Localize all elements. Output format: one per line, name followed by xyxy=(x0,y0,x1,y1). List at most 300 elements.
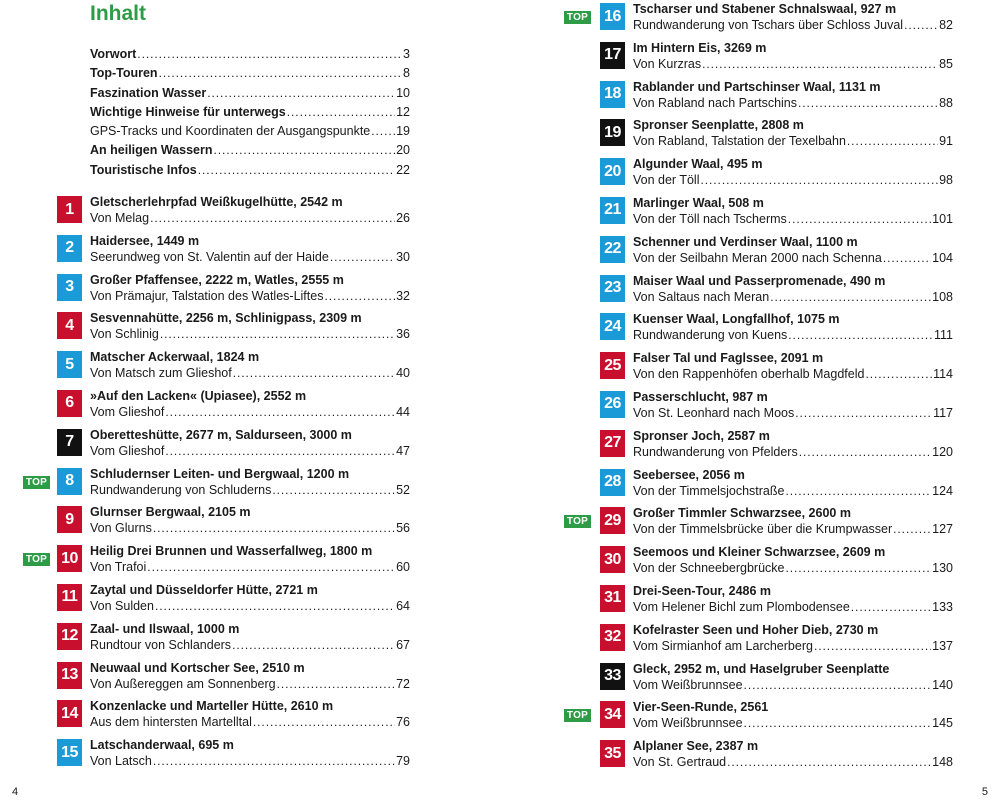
tour-text xyxy=(633,467,953,499)
leader-dots xyxy=(165,404,395,420)
toc-entry-label: Wichtige Hinweise für unterwegs xyxy=(90,104,286,119)
tour-entry[interactable] xyxy=(600,737,953,776)
tour-page: 47 xyxy=(396,443,410,458)
tour-subtitle-row xyxy=(633,405,953,421)
tour-subtitle-row xyxy=(633,56,953,72)
tour-page: 108 xyxy=(932,289,953,304)
tour-entry[interactable] xyxy=(566,698,953,737)
tour-subtitle-row xyxy=(90,326,410,342)
tour-entry[interactable] xyxy=(600,194,953,233)
leader-dots xyxy=(137,47,402,61)
tour-page: 127 xyxy=(932,522,953,537)
leader-dots xyxy=(213,143,395,157)
tour-page: 85 xyxy=(939,56,953,71)
tour-subtitle: Von Glurns xyxy=(90,521,152,536)
tour-list-right xyxy=(566,0,953,776)
top-badge: TOP xyxy=(564,709,591,722)
tour-page: 148 xyxy=(932,755,953,770)
toc-entry-page: 10 xyxy=(396,85,410,100)
tour-title: Zaal- und Ilswaal, 1000 m xyxy=(90,621,240,636)
tour-entry[interactable] xyxy=(600,660,953,699)
toc-entry-page: 8 xyxy=(403,66,410,81)
leader-dots xyxy=(786,560,932,576)
tour-number-badge: 13 xyxy=(57,662,82,689)
tour-text xyxy=(633,79,953,111)
tour-text xyxy=(633,622,953,654)
tour-subtitle-row xyxy=(90,288,410,304)
tour-subtitle: Von der Timmelsbrücke über die Krumpwasser xyxy=(633,522,893,537)
tour-page: 67 xyxy=(396,637,410,652)
tour-title: Spronser Seenplatte, 2808 m xyxy=(633,118,804,133)
tour-title: Oberetteshütte, 2677 m, Saldurseen, 3000 m xyxy=(90,427,352,442)
tour-title: Haidersee, 1449 m xyxy=(90,233,200,248)
tour-entry[interactable] xyxy=(57,503,410,542)
toc-entry[interactable] xyxy=(90,47,410,66)
leader-dots xyxy=(232,637,395,653)
leader-dots xyxy=(330,249,395,265)
tour-entry[interactable] xyxy=(57,232,410,271)
tour-subtitle: Von St. Leonhard nach Moos xyxy=(633,405,795,420)
toc-entry[interactable] xyxy=(90,66,410,85)
tour-entry[interactable] xyxy=(600,543,953,582)
tour-text xyxy=(633,156,953,188)
tour-text xyxy=(90,737,410,769)
tour-number-badge: 11 xyxy=(57,584,82,611)
leader-dots xyxy=(150,210,395,226)
tour-entry[interactable] xyxy=(57,620,410,659)
tour-subtitle: Rundtour von Schlanders xyxy=(90,637,232,652)
tour-subtitle: Vom Weißbrunnsee xyxy=(633,677,743,692)
tour-title: Großer Pfaffensee, 2222 m, Watles, 2555 m xyxy=(90,272,344,287)
tour-subtitle: Rundwanderung von Tschars über Schloss Juval xyxy=(633,18,904,32)
tour-subtitle: Von Außereggen am Sonnenberg xyxy=(90,676,276,691)
tour-page: 111 xyxy=(933,328,953,343)
tour-title: Gletscherlehrpfad Weißkugelhütte, 2542 m xyxy=(90,195,343,209)
toc-entry-label: Top-Touren xyxy=(90,66,158,81)
tour-subtitle: Vom Helener Bichl zum Plombodensee xyxy=(633,599,850,614)
tour-text xyxy=(90,194,410,226)
tour-page: 88 xyxy=(939,95,953,110)
tour-text xyxy=(90,233,410,265)
tour-subtitle-row xyxy=(633,95,953,111)
tour-text xyxy=(90,388,410,420)
leader-dots xyxy=(799,444,931,460)
page-number-right: 5 xyxy=(981,786,988,798)
tour-number-badge: 21 xyxy=(600,197,625,224)
tour-subtitle-row xyxy=(90,210,410,226)
tour-text xyxy=(633,583,953,615)
tour-subtitle-row xyxy=(90,249,410,265)
tour-number-badge: 8 xyxy=(57,468,82,495)
tour-subtitle: Seerundweg von St. Valentin auf der Haide xyxy=(90,249,329,264)
tour-subtitle: Von Rabland, Talstation der Texelbahn xyxy=(633,134,846,149)
tour-subtitle-row xyxy=(633,172,953,188)
tour-page: 120 xyxy=(932,444,953,459)
tour-number-badge: 31 xyxy=(600,585,625,612)
tour-subtitle: Von der Schneebergbrücke xyxy=(633,561,785,576)
tour-entry[interactable] xyxy=(57,426,410,465)
tour-page: 82 xyxy=(939,18,953,32)
tour-number-badge: 33 xyxy=(600,663,625,690)
tour-subtitle: Von Kurzras xyxy=(633,56,702,71)
leader-dots xyxy=(324,288,395,304)
leader-dots xyxy=(700,172,938,188)
leader-dots xyxy=(253,714,395,730)
leader-dots xyxy=(795,405,932,421)
leader-dots xyxy=(147,559,395,575)
tour-subtitle: Von Matsch zum Glieshof xyxy=(90,366,232,381)
tour-page: 30 xyxy=(396,249,410,264)
tour-title: Konzenlacke und Marteller Hütte, 2610 m xyxy=(90,699,334,714)
tour-subtitle: Von Trafoi xyxy=(90,560,147,575)
tour-title: Algunder Waal, 495 m xyxy=(633,157,763,172)
tour-entry[interactable] xyxy=(600,388,953,427)
tour-number-badge: 2 xyxy=(57,235,82,262)
tour-title: Alplaner See, 2387 m xyxy=(633,739,759,754)
tour-title: Passerschlucht, 987 m xyxy=(633,389,768,404)
tour-subtitle-row xyxy=(633,211,953,227)
toc-entry-label: Faszination Wasser xyxy=(90,85,207,100)
tour-subtitle-row xyxy=(90,404,410,420)
tour-title: Drei-Seen-Tour, 2486 m xyxy=(633,583,772,598)
toc-entry[interactable] xyxy=(90,163,410,182)
leader-dots xyxy=(770,289,931,305)
toc-entry[interactable] xyxy=(90,105,410,124)
tour-title: Glurnser Bergwaal, 2105 m xyxy=(90,505,251,520)
tour-page: 133 xyxy=(932,599,953,614)
tour-title: Sesvennahütte, 2256 m, Schlinigpass, 2309 m xyxy=(90,311,362,326)
tour-title: Spronser Joch, 2587 m xyxy=(633,428,770,443)
tour-entry[interactable] xyxy=(600,155,953,194)
tour-entry[interactable] xyxy=(57,697,410,736)
tour-subtitle-row xyxy=(633,366,953,382)
tour-subtitle-row xyxy=(90,520,410,536)
toc-entry-page: 22 xyxy=(396,162,410,177)
tour-subtitle-row xyxy=(633,599,953,615)
tour-subtitle: Von Prämajur, Talstation des Watles-Liftes xyxy=(90,288,324,303)
tour-entry[interactable] xyxy=(600,621,953,660)
tour-title: Großer Timmler Schwarzsee, 2600 m xyxy=(633,506,851,521)
page-number-left: 4 xyxy=(12,786,19,798)
tour-number-badge: 17 xyxy=(600,42,625,69)
leader-dots xyxy=(814,638,931,654)
tour-entry[interactable] xyxy=(600,427,953,466)
tour-number-badge: 34 xyxy=(600,701,625,728)
tour-subtitle-row xyxy=(633,677,953,693)
tour-number-badge: 16 xyxy=(600,3,625,30)
tour-text xyxy=(633,428,953,460)
tour-text xyxy=(90,427,410,459)
tour-page: 145 xyxy=(932,716,953,731)
tour-entry[interactable] xyxy=(566,0,953,39)
tour-number-badge: 3 xyxy=(57,274,82,301)
tour-title: Kofelraster Seen und Hoher Dieb, 2730 m xyxy=(633,622,879,637)
tour-text xyxy=(633,505,953,537)
page-title: Inhalt xyxy=(90,2,146,25)
tour-entry[interactable] xyxy=(57,193,410,232)
tour-entry[interactable] xyxy=(600,39,953,78)
tour-text xyxy=(633,40,953,72)
tour-entry[interactable] xyxy=(600,349,953,388)
tour-subtitle-row xyxy=(90,365,410,381)
leader-dots xyxy=(851,599,931,615)
tour-page: 52 xyxy=(396,482,410,497)
top-badge: TOP xyxy=(23,553,50,566)
tour-entry[interactable] xyxy=(57,387,410,426)
tour-number-badge: 15 xyxy=(57,739,82,766)
tour-subtitle: Von der Töll nach Tscherms xyxy=(633,211,787,226)
tour-title: Matscher Ackerwaal, 1824 m xyxy=(90,350,260,365)
top-badge: TOP xyxy=(564,515,591,528)
leader-dots xyxy=(371,124,395,138)
tour-subtitle: Von Latsch xyxy=(90,754,152,769)
tour-page: 91 xyxy=(939,134,953,149)
tour-page: 140 xyxy=(932,677,953,692)
toc-entry-page: 12 xyxy=(396,104,410,119)
tour-page: 137 xyxy=(932,638,953,653)
tour-page: 117 xyxy=(933,405,953,420)
tour-text xyxy=(90,660,410,692)
tour-entry[interactable] xyxy=(600,466,953,505)
tour-entry[interactable] xyxy=(57,309,410,348)
toc-entry-label: Vorwort xyxy=(90,47,137,61)
tour-page: 124 xyxy=(932,483,953,498)
tour-entry[interactable] xyxy=(566,504,953,543)
leader-dots xyxy=(788,327,933,343)
tour-number-badge: 14 xyxy=(57,700,82,727)
tour-text xyxy=(90,349,410,381)
leader-dots xyxy=(798,95,938,111)
tour-number-badge: 35 xyxy=(600,740,625,767)
tour-title: »Auf den Lacken« (Upiasee), 2552 m xyxy=(90,388,307,403)
tour-number-badge: 24 xyxy=(600,313,625,340)
tour-text xyxy=(633,350,953,382)
toc-entry-label: GPS-Tracks und Koordinaten der Ausgangspunkte xyxy=(90,124,371,139)
tour-subtitle-row xyxy=(633,444,953,460)
tour-number-badge: 23 xyxy=(600,275,625,302)
leader-dots xyxy=(785,483,931,499)
tour-number-badge: 7 xyxy=(57,429,82,456)
leader-dots xyxy=(165,443,395,459)
top-badge: TOP xyxy=(564,11,591,24)
leader-dots xyxy=(744,677,932,693)
tour-number-badge: 4 xyxy=(57,312,82,339)
tour-subtitle: Vom Weißbrunnsee xyxy=(633,716,743,731)
leader-dots xyxy=(287,105,395,119)
toc-entry-label: An heiligen Wassern xyxy=(90,143,213,158)
tour-text xyxy=(633,699,953,731)
tour-page: 72 xyxy=(396,676,410,691)
intro-list xyxy=(90,47,410,182)
tour-page: 114 xyxy=(933,367,953,382)
tour-page: 56 xyxy=(396,521,410,536)
leader-dots xyxy=(277,676,396,692)
tour-number-badge: 19 xyxy=(600,119,625,146)
tour-subtitle-row xyxy=(633,133,953,149)
tour-subtitle: Von Melag xyxy=(90,211,150,225)
tour-title: Schenner und Verdinser Waal, 1100 m xyxy=(633,234,858,249)
leader-dots xyxy=(155,598,395,614)
tour-text xyxy=(633,195,953,227)
leader-dots xyxy=(159,66,402,80)
tour-subtitle-row xyxy=(90,598,410,614)
leader-dots xyxy=(207,86,395,100)
tour-subtitle-row xyxy=(633,483,953,499)
tour-list-left xyxy=(25,193,410,775)
tour-title: Seemoos und Kleiner Schwarzsee, 2609 m xyxy=(633,545,886,560)
tour-subtitle-row xyxy=(90,714,410,730)
tour-title: Tscharser und Stabener Schnalswaal, 927 m xyxy=(633,2,897,16)
tour-number-badge: 32 xyxy=(600,624,625,651)
tour-entry[interactable] xyxy=(600,116,953,155)
tour-title: Latschanderwaal, 695 m xyxy=(90,738,234,753)
tour-entry[interactable] xyxy=(25,465,410,504)
tour-title: Im Hintern Eis, 3269 m xyxy=(633,40,767,55)
tour-number-badge: 26 xyxy=(600,391,625,418)
toc-entry[interactable] xyxy=(90,124,410,143)
tour-entry[interactable] xyxy=(57,348,410,387)
tour-number-badge: 25 xyxy=(600,352,625,379)
leader-dots xyxy=(727,754,931,770)
tour-entry[interactable] xyxy=(600,233,953,272)
tour-entry[interactable] xyxy=(600,78,953,117)
toc-entry-page: 3 xyxy=(403,47,410,61)
leader-dots xyxy=(233,365,395,381)
tour-subtitle-row xyxy=(90,676,410,692)
tour-number-badge: 10 xyxy=(57,545,82,572)
tour-subtitle: Rundwanderung von Kuens xyxy=(633,328,788,343)
tour-subtitle: Von der Töll xyxy=(633,173,700,188)
toc-entry-page: 19 xyxy=(396,124,410,139)
tour-text xyxy=(90,582,410,614)
tour-number-badge: 29 xyxy=(600,507,625,534)
toc-entry[interactable] xyxy=(90,143,410,162)
tour-text xyxy=(633,661,953,693)
leader-dots xyxy=(904,17,938,33)
top-badge: TOP xyxy=(23,476,50,489)
leader-dots xyxy=(893,521,931,537)
tour-page: 32 xyxy=(396,288,410,303)
tour-subtitle-row xyxy=(633,715,953,731)
leader-dots xyxy=(788,211,931,227)
tour-title: Marlinger Waal, 508 m xyxy=(633,195,764,210)
tour-number-badge: 12 xyxy=(57,623,82,650)
tour-subtitle-row xyxy=(633,17,953,33)
leader-dots xyxy=(865,366,932,382)
leader-dots xyxy=(744,715,932,731)
leader-dots xyxy=(883,250,931,266)
tour-text xyxy=(90,504,410,536)
tour-title: Kuenser Waal, Longfallhof, 1075 m xyxy=(633,312,840,327)
tour-text xyxy=(633,738,953,770)
tour-entry[interactable] xyxy=(600,272,953,311)
leader-dots xyxy=(702,56,938,72)
tour-title: Maiser Waal und Passerpromenade, 490 m xyxy=(633,273,886,288)
toc-entry-page: 20 xyxy=(396,143,410,158)
tour-title: Rablander und Partschinser Waal, 1131 m xyxy=(633,79,881,94)
tour-entry[interactable] xyxy=(25,542,410,581)
tour-text xyxy=(633,117,953,149)
tour-page: 130 xyxy=(932,561,953,576)
tour-subtitle: Von Sulden xyxy=(90,598,154,613)
leader-dots xyxy=(153,520,395,536)
tour-page: 104 xyxy=(932,250,953,265)
tour-page: 60 xyxy=(396,560,410,575)
tour-entry[interactable] xyxy=(600,310,953,349)
tour-title: Seebersee, 2056 m xyxy=(633,467,745,482)
tour-title: Falser Tal und Faglssee, 2091 m xyxy=(633,351,824,366)
tour-title: Neuwaal und Kortscher See, 2510 m xyxy=(90,660,305,675)
tour-text xyxy=(90,621,410,653)
tour-number-badge: 20 xyxy=(600,158,625,185)
tour-subtitle-row xyxy=(633,521,953,537)
tour-subtitle-row xyxy=(633,638,953,654)
tour-subtitle: Von der Seilbahn Meran 2000 nach Schenna xyxy=(633,250,882,265)
tour-text xyxy=(90,310,410,342)
tour-subtitle-row xyxy=(633,327,953,343)
tour-page: 36 xyxy=(396,327,410,342)
tour-subtitle: Aus dem hintersten Martelltal xyxy=(90,715,252,730)
tour-text xyxy=(633,311,953,343)
tour-number-badge: 1 xyxy=(57,196,82,223)
leader-dots xyxy=(847,133,938,149)
tour-title: Vier-Seen-Runde, 2561 xyxy=(633,700,769,715)
tour-number-badge: 5 xyxy=(57,351,82,378)
tour-subtitle: Von St. Gertraud xyxy=(633,755,727,770)
tour-subtitle: Rundwanderung von Pfelders xyxy=(633,444,798,459)
leader-dots xyxy=(153,753,395,769)
tour-text xyxy=(633,234,953,266)
tour-subtitle: Rundwanderung von Schluderns xyxy=(90,482,272,497)
tour-entry[interactable] xyxy=(600,582,953,621)
tour-page: 98 xyxy=(939,173,953,188)
toc-entry[interactable] xyxy=(90,86,410,105)
tour-text xyxy=(633,1,953,33)
tour-page: 26 xyxy=(396,211,410,225)
tour-entry[interactable] xyxy=(57,581,410,620)
tour-text xyxy=(90,272,410,304)
tour-subtitle: Von Rabland nach Partschins xyxy=(633,95,797,110)
tour-page: 79 xyxy=(396,754,410,769)
tour-subtitle-row xyxy=(633,560,953,576)
tour-number-badge: 28 xyxy=(600,469,625,496)
tour-subtitle: Von Saltaus nach Meran xyxy=(633,289,770,304)
tour-number-badge: 6 xyxy=(57,390,82,417)
tour-text xyxy=(633,273,953,305)
tour-text xyxy=(90,543,410,575)
tour-page: 76 xyxy=(396,715,410,730)
tour-number-badge: 9 xyxy=(57,506,82,533)
tour-entry[interactable] xyxy=(57,271,410,310)
leader-dots xyxy=(160,326,395,342)
tour-subtitle-row xyxy=(90,559,410,575)
leader-dots xyxy=(198,163,395,177)
tour-number-badge: 18 xyxy=(600,81,625,108)
leader-dots xyxy=(272,482,395,498)
tour-entry[interactable] xyxy=(57,659,410,698)
tour-subtitle: Von der Timmelsjochstraße xyxy=(633,483,785,498)
tour-title: Gleck, 2952 m, und Haselgruber Seenplatte xyxy=(633,661,890,676)
tour-subtitle: Von den Rappenhöfen oberhalb Magdfeld xyxy=(633,367,865,382)
tour-entry[interactable] xyxy=(57,736,410,775)
tour-subtitle-row xyxy=(633,754,953,770)
tour-text xyxy=(633,544,953,576)
tour-page: 44 xyxy=(396,404,410,419)
tour-subtitle: Vom Glieshof xyxy=(90,443,165,458)
tour-page: 64 xyxy=(396,598,410,613)
tour-subtitle-row xyxy=(633,289,953,305)
tour-subtitle: Von Schlinig xyxy=(90,327,159,342)
